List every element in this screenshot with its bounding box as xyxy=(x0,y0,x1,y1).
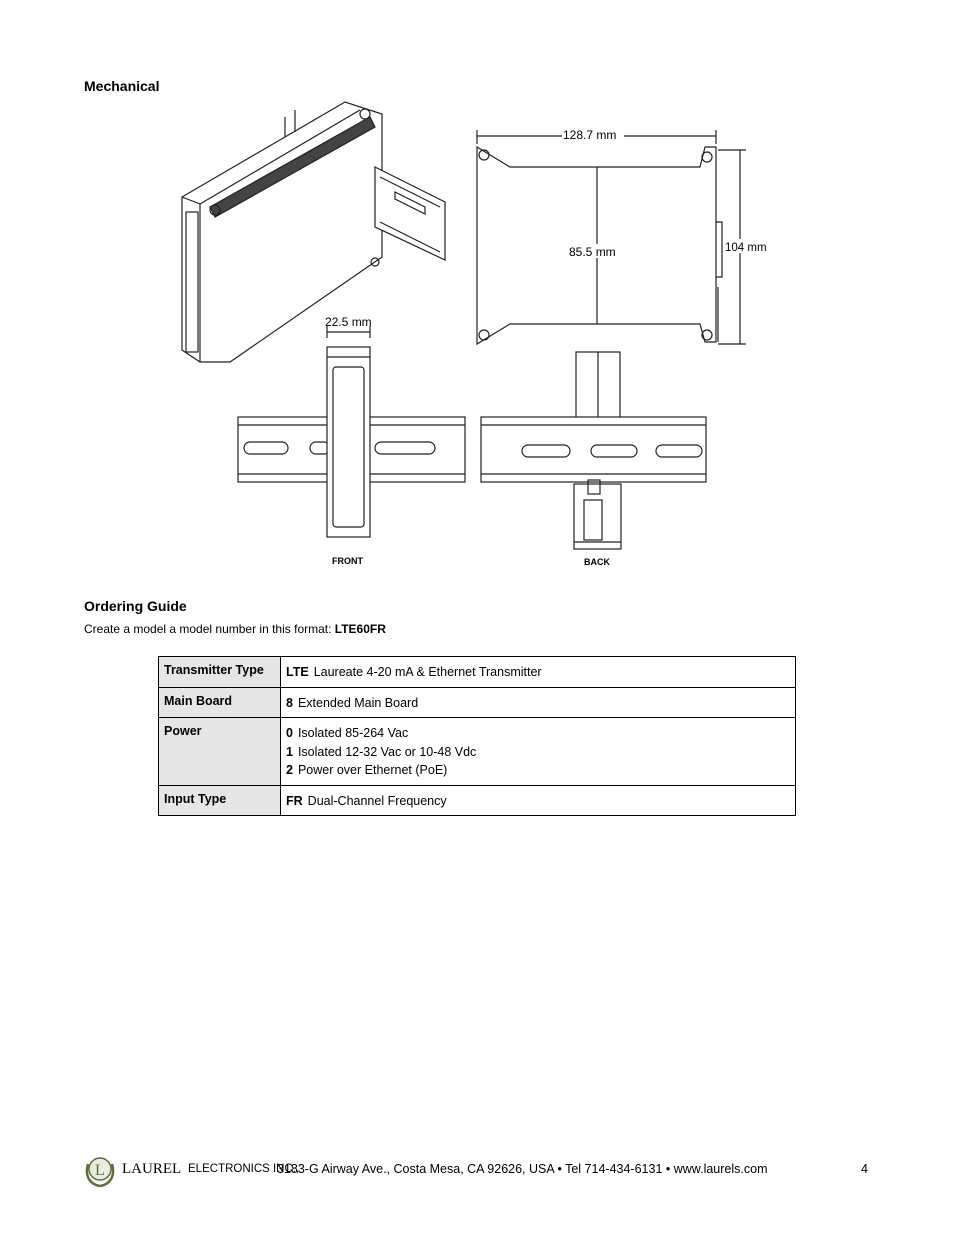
table-row xyxy=(159,657,796,688)
row-key: Transmitter Type xyxy=(159,657,281,688)
option-code: 1 xyxy=(286,744,293,759)
option-desc: Dual-Channel Frequency xyxy=(307,793,447,808)
option-desc: Isolated 85-264 Vac xyxy=(297,726,409,740)
dim-inner-height-label: 85.5 mm xyxy=(569,245,616,259)
option-code: 8 xyxy=(286,695,293,710)
footer-brand: LAUREL xyxy=(122,1161,182,1177)
option-code: 2 xyxy=(286,763,293,777)
option-line xyxy=(286,761,790,780)
option-code: 0 xyxy=(286,726,293,740)
footer-company: ELECTRONICS INC., xyxy=(188,1163,300,1175)
option-desc: Isolated 12-32 Vac or 10-48 Vdc xyxy=(297,744,477,759)
option-code: LTE xyxy=(286,665,309,679)
footer-address: 3183-G Airway Ave., Costa Mesa, CA 92626, USA • Tel 714-434-6131 • www.laurels.com xyxy=(277,1162,768,1176)
table-row xyxy=(159,785,796,816)
option-line xyxy=(286,743,790,762)
side-view-drawing xyxy=(477,130,746,344)
page-number: 4 xyxy=(861,1162,868,1176)
row-key: Main Board xyxy=(159,687,281,718)
row-value xyxy=(281,718,796,786)
option-desc: Power over Ethernet (PoE) xyxy=(297,763,448,777)
row-value xyxy=(281,785,796,816)
laurel-logo-icon xyxy=(84,1154,116,1188)
back-label: BACK xyxy=(584,557,610,567)
option-line xyxy=(286,663,790,682)
mechanical-drawing xyxy=(170,92,790,577)
dim-depth-label: 22.5 mm xyxy=(325,315,372,329)
mechanical-heading: Mechanical xyxy=(84,78,160,94)
row-key: Power xyxy=(159,718,281,786)
page-footer xyxy=(84,1154,884,1190)
option-line xyxy=(286,792,790,811)
model-number: LTE60FR xyxy=(334,622,386,636)
ordering-intro xyxy=(84,622,386,636)
row-key: Input Type xyxy=(159,785,281,816)
front-label: FRONT xyxy=(332,556,363,566)
front-view-drawing xyxy=(238,326,465,537)
ordering-table xyxy=(158,656,796,816)
dim-height-label: 104 mm xyxy=(725,242,767,254)
back-view-drawing xyxy=(481,352,706,549)
table-row xyxy=(159,687,796,718)
option-line xyxy=(286,724,790,743)
option-code: FR xyxy=(286,793,303,808)
row-value xyxy=(281,657,796,688)
intro-text: Create a model a model number in this format: xyxy=(84,622,335,636)
isometric-housing-drawing xyxy=(182,102,445,362)
logo-letter: L xyxy=(95,1162,105,1179)
ordering-guide-heading: Ordering Guide xyxy=(84,598,187,614)
table-row xyxy=(159,718,796,786)
option-line xyxy=(286,694,790,713)
dim-width-label: 128.7 mm xyxy=(563,128,617,142)
row-value xyxy=(281,687,796,718)
option-desc: Laureate 4-20 mA & Ethernet Transmitter xyxy=(313,665,542,679)
option-desc: Extended Main Board xyxy=(297,695,419,710)
